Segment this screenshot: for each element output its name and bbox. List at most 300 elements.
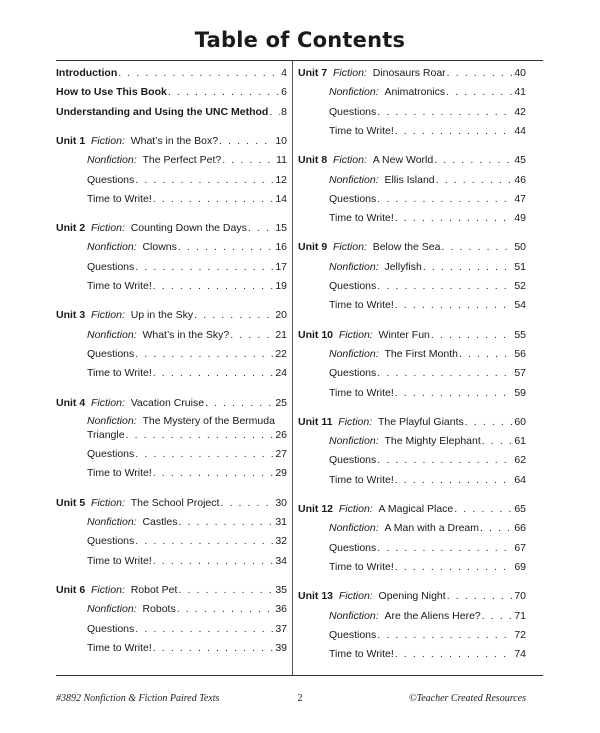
fiction-label: Fiction: — [91, 134, 125, 147]
top-rule — [56, 60, 543, 61]
questions-title: Questions — [329, 541, 377, 554]
toc-entry-nonfiction[interactable] — [87, 240, 287, 254]
toc-entry-label — [329, 474, 394, 487]
toc-entry-fiction[interactable] — [298, 153, 526, 167]
dot-leader — [465, 416, 514, 429]
toc-entry-questions[interactable] — [329, 279, 526, 293]
nonfiction-label: Nonfiction: — [87, 414, 137, 427]
time-to-write-title: Time to Write! — [329, 124, 394, 137]
page-number: 62 — [514, 454, 526, 467]
questions-title: Questions — [329, 105, 377, 118]
toc-entry-label — [329, 542, 376, 555]
toc-entry-label — [298, 154, 433, 167]
questions-title: Questions — [329, 367, 377, 380]
toc-entry-label — [87, 174, 134, 187]
page-number: 30 — [275, 496, 287, 509]
dot-leader — [135, 174, 274, 187]
dot-leader — [220, 497, 274, 510]
page-number: 65 — [514, 503, 526, 515]
toc-entry-label — [329, 86, 445, 99]
toc-entry-label — [329, 125, 394, 138]
toc-entry-fiction[interactable] — [298, 589, 526, 603]
page-number: 70 — [514, 590, 526, 603]
toc-entry-fiction[interactable] — [56, 308, 287, 322]
dot-leader — [377, 542, 513, 555]
toc-entry-fiction[interactable] — [56, 134, 287, 148]
nonfiction-title: A Man with a Dream — [384, 522, 479, 535]
toc-entry-label — [87, 280, 152, 293]
toc-entry-label — [87, 603, 176, 616]
time-to-write-title: Time to Write! — [329, 560, 394, 573]
page-title: Table of Contents — [194, 28, 406, 52]
nonfiction-label: Nonfiction: — [329, 260, 379, 273]
toc-entry-label — [56, 309, 193, 322]
questions-title: Questions — [329, 192, 377, 205]
page-number: 11 — [276, 154, 287, 167]
toc-entry-fiction[interactable] — [56, 221, 287, 235]
fiction-label: Fiction: — [338, 328, 373, 341]
nonfiction-title: Robots — [142, 603, 176, 616]
fiction-title: The School Project — [130, 496, 220, 509]
dot-leader — [459, 348, 513, 361]
toc-entry-label — [329, 367, 376, 380]
page-number: 54 — [514, 299, 526, 312]
toc-entry-label — [329, 561, 394, 574]
fiction-label: Fiction: — [333, 67, 367, 79]
toc-entry-fiction[interactable] — [56, 496, 287, 510]
toc-entry-nonfiction[interactable] — [329, 260, 526, 274]
page-number: 27 — [275, 448, 287, 461]
dot-leader — [205, 397, 274, 410]
fiction-label: Fiction: — [91, 222, 125, 235]
fiction-title: Counting Down the Days — [130, 222, 247, 235]
page-number: 4 — [281, 67, 287, 79]
dot-leader — [153, 193, 275, 206]
page-number: 51 — [514, 260, 526, 273]
toc-entry-label — [87, 623, 134, 636]
toc-entry-time-to-write[interactable] — [329, 298, 526, 312]
fiction-label: Fiction: — [91, 396, 125, 409]
questions-title: Questions — [329, 628, 377, 641]
toc-entry-nonfiction[interactable] — [87, 428, 287, 442]
dot-leader — [377, 280, 513, 293]
time-to-write-title: Time to Write! — [87, 367, 152, 380]
dot-leader — [219, 135, 274, 148]
page-number: 15 — [275, 222, 287, 235]
toc-entry-label — [87, 535, 134, 548]
toc-entry-fiction[interactable] — [298, 66, 526, 80]
toc-entry-label — [56, 135, 218, 148]
dot-leader — [135, 261, 274, 274]
toc-entry-label — [329, 454, 376, 467]
questions-title: Questions — [87, 347, 135, 360]
toc-entry-label — [87, 467, 152, 480]
nonfiction-title: Jellyfish — [384, 260, 422, 273]
toc-entry-time-to-write[interactable] — [329, 211, 526, 225]
toc-entry-nonfiction[interactable] — [329, 173, 526, 187]
nonfiction-title: What’s in the Sky? — [142, 328, 230, 341]
toc-entry-questions[interactable] — [329, 192, 526, 206]
unit-number: Unit 6 — [56, 583, 86, 596]
toc-entry-nonfiction[interactable] — [329, 521, 526, 535]
time-to-write-title: Time to Write! — [329, 386, 394, 399]
questions-title: Questions — [87, 173, 135, 186]
toc-entry-label — [87, 154, 221, 167]
dot-leader — [395, 648, 514, 661]
unit-number: Unit 5 — [56, 496, 86, 509]
toc-entry-time-to-write[interactable] — [87, 641, 287, 655]
toc-entry-time-to-write[interactable] — [329, 560, 526, 574]
toc-entry-label — [87, 367, 152, 380]
nonfiction-title: Ellis Island — [384, 173, 435, 186]
dot-leader — [395, 561, 514, 574]
page-number: 35 — [275, 583, 287, 596]
toc-entry-label — [329, 106, 376, 119]
bottom-rule — [56, 675, 543, 676]
dot-leader — [153, 280, 275, 293]
toc-entry-label — [56, 106, 268, 119]
fiction-title: Below the Sea — [372, 241, 441, 254]
page-number: 14 — [275, 192, 287, 205]
toc-entry-label — [56, 222, 247, 235]
dot-leader — [377, 629, 513, 642]
toc-entry-questions[interactable] — [87, 622, 287, 636]
dot-leader — [377, 454, 513, 467]
page-number: 36 — [275, 603, 287, 616]
toc-entry-questions[interactable] — [329, 541, 526, 555]
dot-leader — [135, 448, 274, 461]
fiction-title: The Playful Giants — [377, 415, 464, 428]
page-number: 37 — [275, 622, 287, 635]
page-number: 45 — [514, 154, 526, 167]
dot-leader — [178, 584, 274, 597]
page-number: 31 — [275, 516, 287, 528]
toc-entry-label — [329, 522, 479, 535]
time-to-write-title: Time to Write! — [87, 554, 152, 567]
toc-entry-questions[interactable] — [87, 260, 287, 274]
page-number: 56 — [514, 347, 526, 360]
dot-leader — [135, 623, 274, 636]
page-number: 74 — [514, 648, 526, 661]
dot-leader — [178, 516, 274, 529]
toc-entry-label — [56, 86, 167, 99]
toc-entry-questions[interactable] — [329, 453, 526, 467]
toc-entry-time-to-write[interactable] — [87, 366, 287, 380]
dot-leader — [447, 67, 514, 80]
time-to-write-title: Time to Write! — [329, 648, 394, 661]
toc-entry-fiction[interactable] — [56, 583, 287, 597]
page-number: 6 — [281, 86, 287, 99]
page-number: 50 — [514, 241, 526, 254]
toc-entry-label — [87, 193, 152, 206]
toc-entry-nonfiction-line1[interactable] — [87, 415, 287, 429]
unit-number: Unit 9 — [298, 241, 328, 254]
page-number: 67 — [514, 541, 526, 554]
dot-leader — [153, 467, 275, 480]
toc-entry-fiction[interactable] — [298, 415, 526, 429]
toc-entry-label — [329, 387, 394, 400]
dot-leader — [446, 86, 513, 99]
page-number: 61 — [514, 435, 526, 448]
toc-entry-nonfiction[interactable] — [329, 85, 526, 99]
toc-entry-nonfiction[interactable] — [87, 515, 287, 529]
fiction-title: A Magical Place — [378, 503, 454, 515]
toc-entry-label — [87, 429, 125, 442]
page-number: 25 — [275, 396, 287, 409]
fiction-title: Dinosaurs Roar — [372, 67, 446, 79]
time-to-write-title: Time to Write! — [329, 299, 394, 312]
dot-leader — [269, 106, 280, 119]
dot-leader — [377, 193, 513, 206]
toc-entry-fiction[interactable] — [298, 240, 526, 254]
toc-entry-time-to-write[interactable] — [87, 554, 287, 568]
dot-leader — [153, 642, 275, 655]
nonfiction-label: Nonfiction: — [87, 603, 137, 616]
fiction-title: Opening Night — [378, 590, 446, 603]
toc-entry-time-to-write[interactable] — [87, 279, 287, 293]
toc-entry-label — [329, 174, 435, 187]
unit-number: Unit 7 — [298, 67, 328, 79]
page-number: 47 — [514, 192, 526, 205]
toc-entry-label — [329, 212, 394, 225]
toc-entry-frontmatter[interactable] — [56, 85, 287, 99]
dot-leader — [434, 154, 513, 167]
toc-entry-label — [329, 280, 376, 293]
toc-entry-label — [329, 348, 458, 361]
dot-leader — [482, 435, 514, 448]
fiction-label: Fiction: — [338, 590, 373, 603]
time-to-write-title: Time to Write! — [87, 192, 152, 205]
toc-entry-time-to-write[interactable] — [329, 124, 526, 138]
dot-leader — [135, 348, 274, 361]
nonfiction-label: Nonfiction: — [87, 241, 137, 254]
page-number: 20 — [275, 309, 287, 322]
dot-leader — [395, 387, 514, 400]
page-number: 42 — [514, 105, 526, 118]
toc-entry-label — [56, 497, 219, 510]
toc-entry-label — [329, 299, 394, 312]
dot-leader — [178, 241, 274, 254]
nonfiction-title: Are the Aliens Here? — [384, 609, 481, 622]
unit-number: Unit 12 — [298, 503, 334, 515]
page-number: 49 — [514, 212, 526, 225]
toc-entry-questions[interactable] — [329, 628, 526, 642]
page-number: 69 — [514, 560, 526, 573]
unit-number: Unit 10 — [298, 328, 334, 341]
page-number: 66 — [514, 522, 526, 535]
dot-leader — [168, 86, 280, 99]
toc-entry-nonfiction[interactable] — [329, 609, 526, 623]
dot-leader — [194, 309, 274, 322]
questions-title: Questions — [87, 448, 135, 461]
dot-leader — [230, 329, 274, 342]
questions-title: Questions — [87, 260, 135, 273]
toc-entry-nonfiction[interactable] — [87, 328, 287, 342]
fiction-title: What’s in the Box? — [130, 134, 219, 147]
toc-entry-label — [87, 348, 134, 361]
page-number: 8 — [281, 105, 287, 118]
fiction-label: Fiction: — [91, 309, 125, 322]
dot-leader — [153, 555, 275, 568]
toc-entry-questions[interactable] — [329, 105, 526, 119]
nonfiction-label: Nonfiction: — [329, 522, 379, 535]
toc-entry-time-to-write[interactable] — [329, 473, 526, 487]
toc-entry-questions[interactable] — [329, 366, 526, 380]
toc-entry-label — [87, 516, 177, 529]
toc-entry-nonfiction[interactable] — [87, 153, 287, 167]
page-number: 64 — [514, 473, 526, 486]
dot-leader — [436, 174, 514, 187]
toc-entry-frontmatter[interactable] — [56, 105, 287, 119]
time-to-write-title: Time to Write! — [329, 473, 394, 486]
toc-entry-label — [329, 261, 422, 274]
toc-entry-label — [329, 629, 376, 642]
nonfiction-label: Nonfiction: — [329, 173, 379, 186]
page-number: 60 — [514, 415, 526, 428]
toc-entry-nonfiction[interactable] — [329, 347, 526, 361]
dot-leader — [177, 603, 275, 616]
page-number: 72 — [514, 628, 526, 641]
toc-entry-label — [56, 584, 177, 597]
toc-entry-time-to-write[interactable] — [87, 192, 287, 206]
page-number: 29 — [275, 467, 287, 480]
fiction-label: Fiction: — [333, 154, 367, 167]
dot-leader — [118, 67, 280, 80]
dot-leader — [441, 241, 513, 254]
dot-leader — [423, 261, 514, 274]
dot-leader — [222, 154, 275, 167]
page-number: 44 — [514, 124, 526, 137]
toc-entry-label — [87, 261, 134, 274]
unit-number: Unit 3 — [56, 309, 86, 322]
toc-entry-questions[interactable] — [87, 347, 287, 361]
page-number: 22 — [275, 347, 287, 360]
toc-entry-questions[interactable] — [87, 534, 287, 548]
toc-entry-label — [329, 435, 481, 448]
fiction-title: Robot Pet — [130, 583, 178, 596]
toc-entry-fiction[interactable] — [298, 502, 526, 516]
dot-leader — [395, 125, 514, 138]
toc-entry-nonfiction[interactable] — [87, 602, 287, 616]
dot-leader — [395, 299, 514, 312]
page-number: 46 — [514, 173, 526, 186]
questions-title: Questions — [87, 622, 135, 635]
toc-entry-label — [87, 448, 134, 461]
fiction-label: Fiction: — [338, 415, 373, 428]
dot-leader — [377, 367, 513, 380]
time-to-write-title: Time to Write! — [87, 641, 152, 654]
page-number: 71 — [514, 609, 526, 622]
page-number: 17 — [275, 260, 287, 273]
toc-entry-label — [56, 67, 117, 80]
page-number: 24 — [275, 367, 287, 380]
toc-entry-nonfiction[interactable] — [329, 434, 526, 448]
footer-book-title: #3892 Nonfiction & Fiction Paired Texts — [56, 693, 220, 704]
toc-entry-time-to-write[interactable] — [329, 386, 526, 400]
page-number: 55 — [514, 328, 526, 341]
unit-number: Unit 2 — [56, 222, 86, 235]
frontmatter-title: How to Use This Book — [56, 86, 167, 99]
dot-leader — [135, 535, 274, 548]
toc-entry-time-to-write[interactable] — [329, 647, 526, 661]
footer-page-number: 2 — [297, 693, 303, 704]
toc-entry-questions[interactable] — [87, 173, 287, 187]
dot-leader — [431, 329, 513, 342]
page-number: 10 — [275, 134, 287, 147]
nonfiction-title: The Perfect Pet? — [142, 154, 222, 167]
toc-entry-label — [87, 329, 229, 342]
page-number: 26 — [275, 428, 287, 441]
toc-entry-fiction[interactable] — [298, 328, 526, 342]
fiction-title: Winter Fun — [378, 328, 430, 341]
toc-entry-label — [87, 241, 177, 254]
toc-entry-label — [56, 397, 204, 410]
nonfiction-title: The Mighty Elephant — [384, 435, 481, 448]
nonfiction-label: Nonfiction: — [87, 516, 137, 528]
questions-title: Questions — [87, 535, 135, 548]
page-number: 34 — [275, 554, 287, 567]
nonfiction-label: Nonfiction: — [87, 154, 137, 167]
questions-title: Questions — [329, 454, 377, 467]
toc-entry-label — [329, 193, 376, 206]
toc-entry-frontmatter[interactable] — [56, 66, 287, 80]
toc-entry-label — [298, 416, 464, 429]
footer-publisher: ©Teacher Created Resources — [408, 693, 526, 704]
column-divider — [292, 61, 293, 675]
page-number: 32 — [275, 535, 287, 548]
dot-leader — [153, 367, 275, 380]
page-number: 57 — [514, 367, 526, 380]
frontmatter-title: Understanding and Using the UNC Method — [56, 105, 269, 118]
fiction-label: Fiction: — [91, 583, 125, 596]
nonfiction-label: Nonfiction: — [329, 609, 379, 622]
nonfiction-label: Nonfiction: — [329, 435, 379, 448]
nonfiction-title: The First Month — [384, 347, 458, 360]
toc-entry-label — [329, 648, 394, 661]
fiction-title: A New World — [372, 154, 434, 167]
toc-entry-fiction[interactable] — [56, 396, 287, 410]
dot-leader — [447, 590, 514, 603]
fiction-title: Vacation Cruise — [130, 396, 205, 409]
unit-number: Unit 1 — [56, 134, 86, 147]
nonfiction-label: Nonfiction: — [329, 347, 379, 360]
questions-title: Questions — [329, 280, 377, 292]
toc-entry-label — [87, 555, 152, 568]
time-to-write-title: Time to Write! — [329, 212, 394, 225]
dot-leader — [395, 212, 514, 225]
page-number: 59 — [514, 386, 526, 399]
toc-entry-questions[interactable] — [87, 447, 287, 461]
fiction-label: Fiction: — [91, 496, 125, 509]
unit-number: Unit 4 — [56, 396, 86, 409]
time-to-write-title: Time to Write! — [87, 280, 152, 292]
dot-leader — [126, 429, 275, 442]
nonfiction-title: Animatronics — [384, 86, 446, 99]
toc-entry-time-to-write[interactable] — [87, 466, 287, 480]
toc-entry-label — [298, 503, 453, 516]
page-number: 52 — [514, 280, 526, 292]
dot-leader — [454, 503, 513, 516]
dot-leader — [395, 474, 514, 487]
nonfiction-title: Castles — [142, 516, 178, 528]
page-number: 39 — [275, 641, 287, 654]
fiction-title: Up in the Sky — [130, 309, 194, 322]
fiction-label: Fiction: — [333, 241, 367, 254]
nonfiction-label: Nonfiction: — [87, 328, 137, 341]
nonfiction-title: Clowns — [142, 241, 177, 254]
toc-entry-label — [298, 241, 440, 254]
toc-entry-label — [87, 642, 152, 655]
